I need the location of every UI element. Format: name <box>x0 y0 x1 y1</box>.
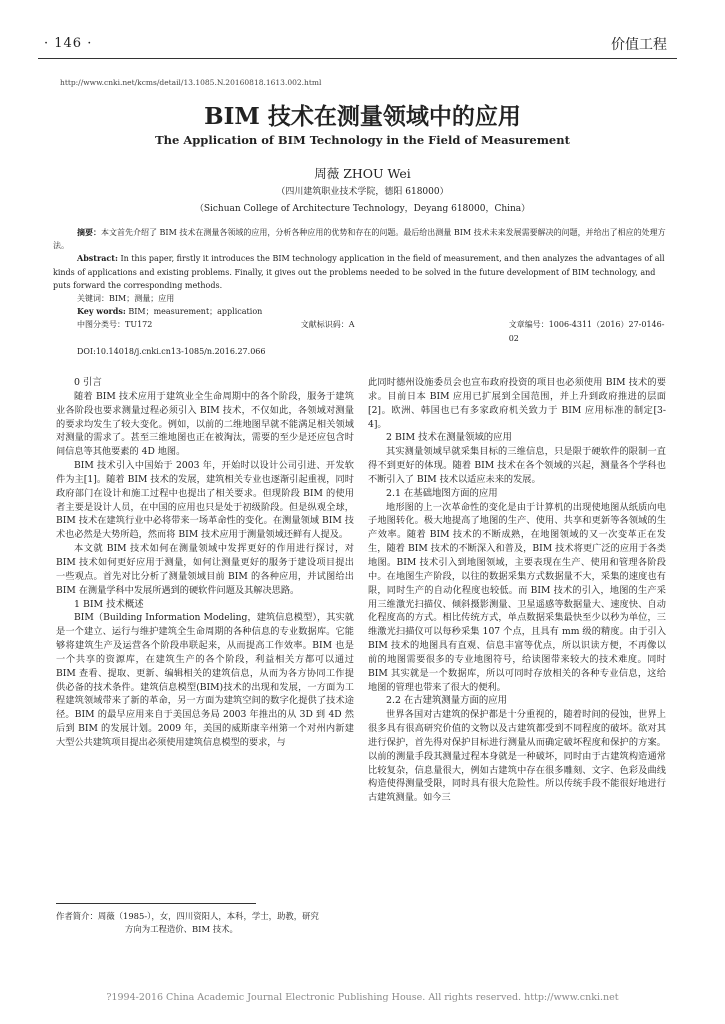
footnote-divider <box>56 903 256 904</box>
body-paragraph: 其实测量领域早就采集目标的三维信息，只是限于硬软件的限制一直得不到更好的体现。随着 BIM 技术在各个领域的兴起，测量各个学科也不断引入了 BIM 技术以适应未来的发展。 <box>368 446 666 485</box>
classification-row <box>53 318 673 344</box>
affiliation-english: （Sichuan College of Architecture Technology，Deyang 618000，China） <box>194 204 531 214</box>
body-paragraph: 此同时德州设施委员会也宣布政府投资的项目也必须使用 BIM 技术的要求。目前日本 BIM 应用已扩展到全国范围，并上升到政府推进的层面[2]。欧洲、韩国也已有多家政府机关致力于 BIM 应用标准的制定[3-4]。 <box>368 377 666 430</box>
footnote-line: 方向为工程造价、BIM 技术。 <box>125 924 238 934</box>
header-divider <box>38 58 677 59</box>
abstract-cn-text: 本文首先介绍了 BIM 技术在测量各领域的应用，分析各种应用的优势和存在的问题。最后给出测量 BIM 技术未来发展需要解决的问题，并给出了相应的处理方法。 <box>53 228 666 251</box>
body-paragraph: 地形图的上一次革命性的变化是由于计算机的出现使地图从纸质向电子地图转化。极大地提高了地图的生产、使用、共享和更新等各领域的生产效率。随着 BIM 技术的不断成熟，在地图领域的又一次变革正在发生，随着 BIM 技术的不断深入和普及，BIM 技术将更广泛的应用于各类地图。BIM 技术引入到地图领域，主要表现在生产、使用和管理各阶段中。在地图生产阶段，以往的数据采集方式数据量不大，采集的速度也有限，同时生产的自动化程度也较低。而 BIM 技术的引入，地图的生产采用三维激光扫描仪、倾斜摄影测量、卫星遥感等数据量大、速度快、自动化程度高的方式。相比传统方式，单点数据采集最快至少以秒为单位，三维激光扫描仪可以每秒采集 107 个点，且具有 mm 级的精度。由于引入 BIM 技术的地图具有直观、信息丰富等优点，所以识读方便，不再像以前的地图需要很多的专业地图符号，给读图带来较大的技术难度。同时 BIM 其实就是一个数据库，所以可同时存放相关的各种专业信息，这给地图的管理也带来了很大的便利。 <box>368 501 666 693</box>
journal-name: 价值工程 <box>611 37 667 53</box>
body-column-right <box>368 376 666 805</box>
clc-number: 中图分类号：TU172 <box>77 320 153 330</box>
title-english: The Application of BIM Technology in the Field of Measurement <box>155 133 570 147</box>
title-chinese: BIM 技术在测量领域中的应用 <box>204 103 521 130</box>
section-heading: 2 BIM 技术在测量领域的应用 <box>386 432 512 444</box>
body-paragraph: 世界各国对古建筑的保护都是十分重视的，随着时间的侵蚀，世界上很多具有很高研究价值的文物以及古建筑都受到不同程度的破坏。欲对其进行保护，首先得对保护目标进行测量从而确定破坏程度和保护的方案。以前的测量手段其测量过程本身就是一种破坏，同时由于古建筑构造通常比较复杂，信息量很大，例如古建筑中存在很多雕刻、文字、色彩及曲线构造使得测量受限，同时具有很大危险性。所以传统手段不能很好地进行古建筑测量。如今三 <box>368 709 666 804</box>
document-code: 文献标识码：A <box>300 320 355 330</box>
abstract-cn-label: 摘要： <box>77 227 101 237</box>
keywords-cn-label: 关键词： <box>77 294 109 304</box>
body-paragraph: 本文就 BIM 技术如何在测量领域中发挥更好的作用进行探讨，对 BIM 技术如何更好应用于测量，如何让测量更好的服务于建设项目提出一些观点。首先对比分析了测量领域目前 BIM 的各种应用，并试图给出 BIM 在测量学科中发展所遇到的硬软件问题及其解决思路。 <box>56 543 354 596</box>
abstract-en-text: In this paper, firstly it introduces the BIM technology application in the field of measurement, and then analyzes the advantages of all kinds of applications and existing problems. Finally, it gives out the problems needed to be solved in the future development of BIM technology, and puts forward the corresponding methods. <box>53 254 665 290</box>
body-paragraph: BIM 技术引入中国始于 2003 年，开始时以设计公司引进、开发软件为主[1]。随着 BIM 技术的发展，建筑相关专业也逐渐引起重视，同时政府部门在设计和施工过程中也提出了相关要求。但现阶段 BIM 的使用者主要是设计人员，在中国的应用也只是处于初级阶段。但是纵观全球，BIM 技术在建筑行业中必将带来一场革命性的变化。在测量领域 BIM 技术也必然是大势所趋，然而将 BIM 技术应用于测量领域还鲜有人提及。 <box>56 460 354 541</box>
abstract-english <box>53 252 673 292</box>
authors: 周薇 ZHOU Wei <box>314 166 411 181</box>
section-heading: 2.1 在基础地图方面的应用 <box>386 487 498 499</box>
copyright-notice: ?1994-2016 China Academic Journal Electronic Publishing House. All rights reserved. http://www.cnki.net <box>106 992 619 1003</box>
doi: DOI:10.14018/j.cnki.cn13-1085/n.2016.27.066 <box>77 346 266 356</box>
author-footnote <box>56 910 354 936</box>
body-paragraph: 随着 BIM 技术应用于建筑业全生命周期中的各个阶段，服务于建筑业各阶段也要求测量过程必须引入 BIM 技术，不仅如此，各领域对测量的要求均发生了较大变化。例如，以前的二维地图早就不能满足相关领域对测量的需求了。甚至三维地图也正在被淘汰，需要的至少是还应包含时间信息等其他要素的 4D 地图。 <box>56 390 354 458</box>
keywords-chinese <box>53 292 673 305</box>
affiliation-chinese: （四川建筑职业技术学院，德阳 618000） <box>276 187 449 197</box>
keywords-en-text: BIM；measurement；application <box>128 307 263 317</box>
page-number: · 146 · <box>44 36 93 51</box>
section-heading: 1 BIM 技术概述 <box>74 598 144 610</box>
keywords-english <box>53 305 673 318</box>
article-url[interactable]: http://www.cnki.net/kcms/detail/13.1085.N.20160818.1613.002.html <box>60 78 322 87</box>
footnote-line: 作者简介：周薇（1985-），女，四川资阳人，本科，学士，助教，研究 <box>56 911 319 921</box>
abstract-chinese <box>53 226 673 252</box>
article-number: 文章编号：1006-4311（2016）27-0146-02 <box>508 320 665 343</box>
section-heading: 0 引言 <box>74 377 102 388</box>
keywords-en-label: Key words: <box>77 306 126 317</box>
body-paragraph: BIM（Building Information Modeling，建筑信息模型），其实就是一个建立、运行与维护建筑全生命周期的各种信息的专业数据库。它能够将建筑生产及运营各个阶段串联起来，从而提高工作效率。BIM 也是一个共享的资源库，在建筑生产的各个阶段，利益相关方都可以通过 BIM 查看、提取、更新、编辑相关的建筑信息，从而为各方协同工作提供必备的技术条件。建筑信息模型(BIM)技术的出现和发展，一方面为工程建筑领域带来了新的革命，另一方面为建筑空间的数字化提供了技术途径。BIM 的最早应用来自于美国总务局 2003 年推出的从 3D 到 4D 然后到 BIM 的发展计划。2009 年，美国的威斯康辛州第一个对州内新建大型公共建筑项目提出必须使用建筑信息模型的要求，与 <box>56 612 354 748</box>
keywords-cn-text: BIM；测量；应用 <box>109 294 175 304</box>
section-heading: 2.2 在古建筑测量方面的应用 <box>386 695 508 707</box>
abstract-en-label: Abstract: <box>77 253 118 264</box>
abstract-section <box>53 226 673 358</box>
body-column-left <box>56 376 354 750</box>
